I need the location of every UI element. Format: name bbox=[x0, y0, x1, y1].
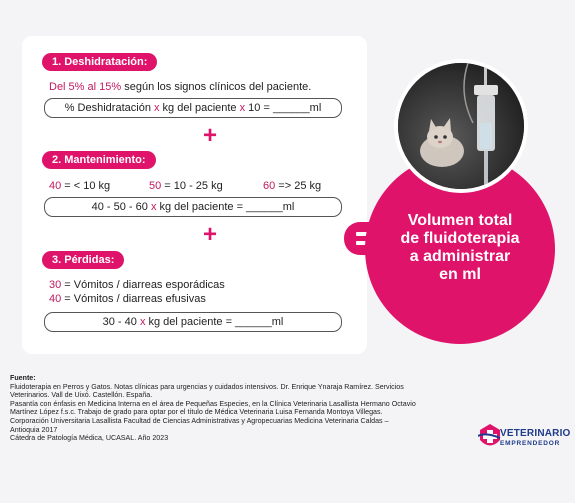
multiply-sign: x bbox=[154, 102, 160, 114]
losses-formula bbox=[44, 312, 342, 332]
multiply-sign: x bbox=[150, 201, 157, 213]
sources-block bbox=[10, 374, 465, 443]
formula-text: 10 = ______ml bbox=[245, 102, 322, 114]
formula-text: kg del paciente = ______ml bbox=[145, 316, 284, 328]
formula-text: % Deshidratación bbox=[64, 102, 154, 114]
logo-line-1: VETERINARIO bbox=[500, 428, 571, 439]
multiply-sign: x bbox=[139, 316, 146, 328]
maintenance-formula bbox=[44, 197, 342, 217]
source-line: Fluidoterapia en Perros y Gatos. Notas clínicas para urgencias y cuidados intensivos. Dr. Enrique Ynaraja Ramírez. Servicios bbox=[10, 382, 404, 391]
formula-text: 30 - 40 bbox=[102, 316, 140, 328]
plus-icon: + bbox=[203, 122, 218, 149]
dehydration-range-note: según los signos clínicos del paciente. bbox=[121, 81, 312, 93]
range-value: 40 bbox=[49, 180, 62, 192]
dehydration-range: Del 5% al 15% bbox=[49, 81, 122, 93]
range-text: = < 10 kg bbox=[61, 180, 111, 192]
loss-value: 40 bbox=[49, 293, 62, 305]
dehydration-formula bbox=[44, 98, 342, 118]
cat-with-iv-drip-icon bbox=[398, 63, 524, 189]
range-text: => 25 kg bbox=[275, 180, 322, 192]
shield-cross-icon bbox=[478, 422, 502, 452]
maintenance-range-2 bbox=[149, 180, 223, 192]
result-line: a administrar bbox=[409, 248, 511, 265]
multiply-sign: x bbox=[239, 102, 246, 114]
loss-value: 30 bbox=[49, 279, 62, 291]
source-line: Antioquia 2017 bbox=[10, 425, 58, 434]
logo-line-2: EMPRENDEDOR bbox=[500, 440, 561, 447]
cat-iv-photo bbox=[394, 59, 528, 193]
source-line: Veterinarios. Vall de Uixó. Castellón. España. bbox=[10, 391, 153, 400]
dehydration-description bbox=[49, 81, 311, 93]
range-value: 60 bbox=[263, 180, 276, 192]
result-line: en ml bbox=[439, 266, 481, 283]
source-line: Cátedra de Patología Médica, UCASAL. Año 2023 bbox=[10, 434, 169, 443]
source-line: Pasantía con énfasis en Medicina Interna en el área de Pequeñas Especies, en la Clínica Veterinaria Lasallista Hermano Octavio bbox=[10, 399, 416, 408]
source-line: Martínez López f.s.c. Trabajo de grado para optar por el título de Médica Veterinaria Luisa Fernanda Montoya Villegas. bbox=[10, 408, 383, 417]
loss-text: = Vómitos / diarreas efusivas bbox=[61, 293, 206, 305]
section-3-label: 3. Pérdidas: bbox=[42, 251, 124, 269]
losses-item-1 bbox=[49, 279, 225, 291]
plus-icon: + bbox=[203, 221, 218, 248]
range-text: = 10 - 25 kg bbox=[161, 180, 223, 192]
section-2-label: 2. Mantenimiento: bbox=[42, 151, 156, 169]
loss-text: = Vómitos / diarreas esporádicas bbox=[61, 279, 225, 291]
maintenance-range-1 bbox=[49, 180, 110, 192]
veterinario-emprendedor-logo bbox=[478, 418, 570, 456]
section-1-label: 1. Deshidratación: bbox=[42, 53, 157, 71]
sources-title: Fuente: bbox=[10, 374, 36, 382]
formula-text: kg del paciente = ______ml bbox=[156, 201, 295, 213]
result-line: de fluidoterapia bbox=[400, 230, 520, 247]
fluid-therapy-card bbox=[22, 36, 367, 354]
result-text bbox=[365, 212, 555, 284]
result-line: Volumen total bbox=[407, 212, 513, 229]
losses-item-2 bbox=[49, 293, 206, 305]
formula-text: kg del paciente bbox=[159, 102, 240, 114]
range-value: 50 bbox=[149, 180, 162, 192]
source-line: Corporación Universitaria Lasallista Facultad de Ciencias Administrativas y Agropecuarias Medicina Veterinaria Caldas – bbox=[10, 416, 389, 425]
maintenance-range-3 bbox=[263, 180, 321, 192]
formula-text: 40 - 50 - 60 bbox=[91, 201, 151, 213]
